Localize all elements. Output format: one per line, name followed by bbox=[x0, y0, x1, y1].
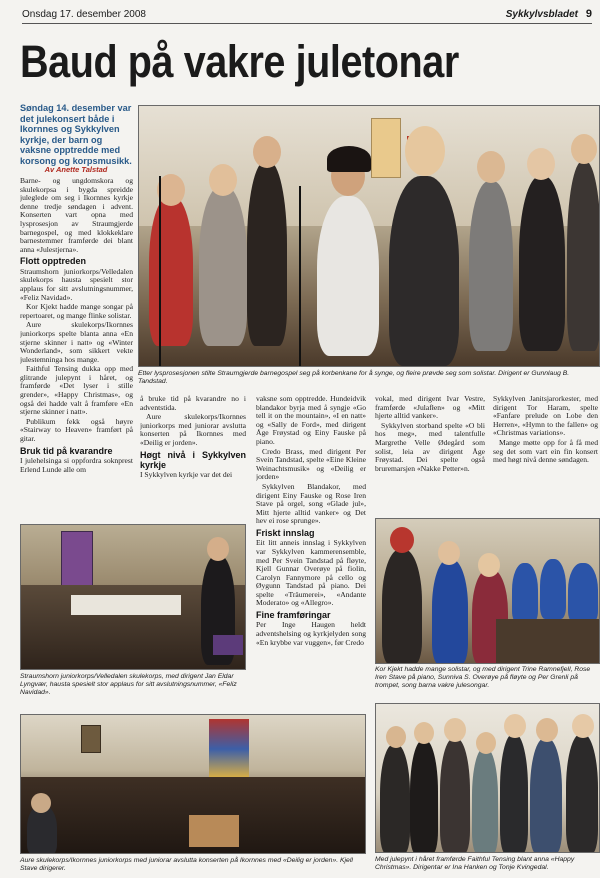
paragraph: Sykkylven Blandakor, med dirigent Einy Fauske og Rose Iren Stave på orgel, song «Glade jul», Mitt hjerte alltid vanker» og Det hev ei rose sprunge». bbox=[256, 481, 366, 526]
column-4 bbox=[375, 395, 485, 513]
paragraph: Sykkylven Janitsjarorkester, med dirigent Tor Haram, spelte «Fanfare prelude on Lobe den Herren», «Hymn to the fallen» og «Christmas variations». bbox=[493, 395, 598, 438]
photo-faithful-tensing bbox=[375, 703, 600, 853]
issue-date: Onsdag 17. desember 2008 bbox=[22, 9, 146, 20]
photo-aure-skulekorps bbox=[20, 714, 366, 854]
column-3 bbox=[256, 395, 366, 713]
column-2 bbox=[140, 395, 246, 520]
column-1 bbox=[20, 177, 133, 522]
photo-kor-kjekt bbox=[375, 518, 600, 664]
headline: Baud på vakre juletonar bbox=[20, 36, 459, 87]
paragraph: Aure skulekorps/Ikornnes juniorkorps med juniorar avslutta konserten på Ikornnes med «Deilig er jorden». bbox=[140, 412, 246, 447]
photo-caption: Etter lysprosesjonen stilte Straumgjerde barnegospel seg på korbenkane for å synge, og fleire prøvde seg som solistar. Dirigent er Gunnlaug B. Tandstad. bbox=[138, 370, 570, 385]
byline: Av Anette Talstad bbox=[44, 165, 108, 174]
subheading: Flott opptreden bbox=[20, 256, 86, 267]
photo-caption: Kor Kjekt hadde mange solistar, og med dirigent Trine Ramnefjell, Rose Iren Stave på piano, Sunniva S. Overøye på fløyte og Per Grenli på trompet, song barna vakre julesongar. bbox=[375, 666, 591, 689]
photo-caption: Straumshorn juniorkorps/Velledalen skulekorps, med dirigent Jan Eldar Lyngvær, hausta spesielt stor applaus for sitt avslutningsnummer, «Feliz Navidad». bbox=[20, 673, 237, 696]
paragraph: Credo Brass, med dirigent Per Svein Tandstad, spelte «Eine Kleine Weinachtsmusik» og «Deilig er jorden» bbox=[256, 446, 366, 482]
main-photo-choir bbox=[138, 105, 600, 367]
paragraph: vokal, med dirigent Ivar Vestre, framførde «Julafłen» og «Mitt hjerte alltid vanker». bbox=[375, 395, 485, 421]
paragraph: å bruke tid på kvarandre no i adventstida. bbox=[140, 395, 246, 412]
page-number: 9 bbox=[585, 8, 592, 20]
paragraph: Straumshorn juniorkorps/Velledalen skulekorps hausta spesielt stor applaus for sitt avslutningsnummer, «Feliz Navidad». bbox=[20, 266, 133, 302]
subheading: Høgt nivå i Sykkylven kyrkje bbox=[140, 449, 246, 470]
paragraph: vaksne som opptredde. Hundeidvik blandakor byrja med å syngje «Go tell it on the mountain», «I en natt» og «Sally de Ford», med dirigent Åge Frøystad og Einy Fauske på piano. bbox=[256, 395, 366, 446]
page-header bbox=[22, 8, 592, 24]
lead-paragraph: Søndag 14. desember var det julekonsert både i Ikornnes og Sykkylven kyrkje, der barn og vaksne opptredde med korsong og korpsmusikk. bbox=[20, 103, 132, 166]
paragraph: Sykkylven storband spelte «O bli hos meg», med talentfulle Margrethe Velle Ødegård som solist, leia av dirigent Åge Frøystad. Dei spelte også bruremarsjen «Nakke Petter»n. bbox=[375, 420, 485, 473]
paragraph: I julehelsinga si oppfordra soknprest Erlend Lunde alle om bbox=[20, 456, 133, 474]
column-5 bbox=[493, 395, 598, 513]
paragraph: Publikum fekk også høyre «Stairway to Heaven» framført på gitar. bbox=[20, 416, 133, 444]
subheading: Bruk tid på kvarandre bbox=[20, 445, 113, 456]
paragraph: Eit litt anneis innslag i Sykkylven var Sykkylven kammerensemble, med Per Svein Tandstad på fløyte, Kjell Gunnar Overøye på fiolin, Carolyn Fannymore på cello og Øygunn Tandstad på piano. Dei spelte «Träumerei», «Andante Moderato» og «Allegro». bbox=[256, 538, 366, 608]
paragraph: Aure skulekorps/Ikornnes juniorkorps spelte blanta anna «En stjerne skinner i natt» og «Winter Wonderland», som sikkert vekte julestemninga hos mange. bbox=[20, 320, 133, 364]
paragraph: Kor Kjekt hadde mange songar på repertoaret, og mange flinke solistar. bbox=[20, 302, 133, 320]
paper-name: Sykkylvsbladet bbox=[505, 9, 578, 20]
paragraph: Per Inge Haugen heldt adventshelsing og kyrkjelyden song «En krybbe var vuggen», før Credo bbox=[256, 620, 366, 647]
paragraph: Barne- og ungdomskora og skulekorpsa i bygda spreidde juleglede om seg i Ikornnes kyrkje denne tredje søndagen i advent. Konserten vart opna med lysprosesjon av Straumgjerde barnegospel, og med klokkeklare barnestemmer framførde dei blant anna «Julestjerna». bbox=[20, 177, 133, 254]
subheading: Fine framføringar bbox=[256, 610, 331, 621]
paragraph: Faithful Tensing dukka opp med glitrande julepynt i håret, og framførde «Det lyser i stille grender», «Happy Christmas», og også dei hadde valt å framføre «En stjerne skinner i natt». bbox=[20, 364, 133, 417]
subheading: Friskt innslag bbox=[256, 527, 315, 538]
paragraph: Mange møtte opp for å få med seg det som vart ein fin konsert med høgt nivå denne søndagen. bbox=[493, 437, 598, 465]
photo-korps-feliz-navidad bbox=[20, 524, 246, 670]
photo-caption: Med julepynt i håret framførde Faithful Tensing blant anna «Happy Christmas». Dirigentar er Ina Hanken og Tonje Kvingedal. bbox=[375, 856, 575, 871]
paragraph: I Sykkylven kyrkje var det dei bbox=[140, 470, 233, 480]
photo-caption: Aure skulekorps/Ikornnes juniorkorps med juniorar avslutta konserten på Ikornnes med «Deilig er jorden». Kjell Stave dirigerer. bbox=[20, 857, 353, 872]
